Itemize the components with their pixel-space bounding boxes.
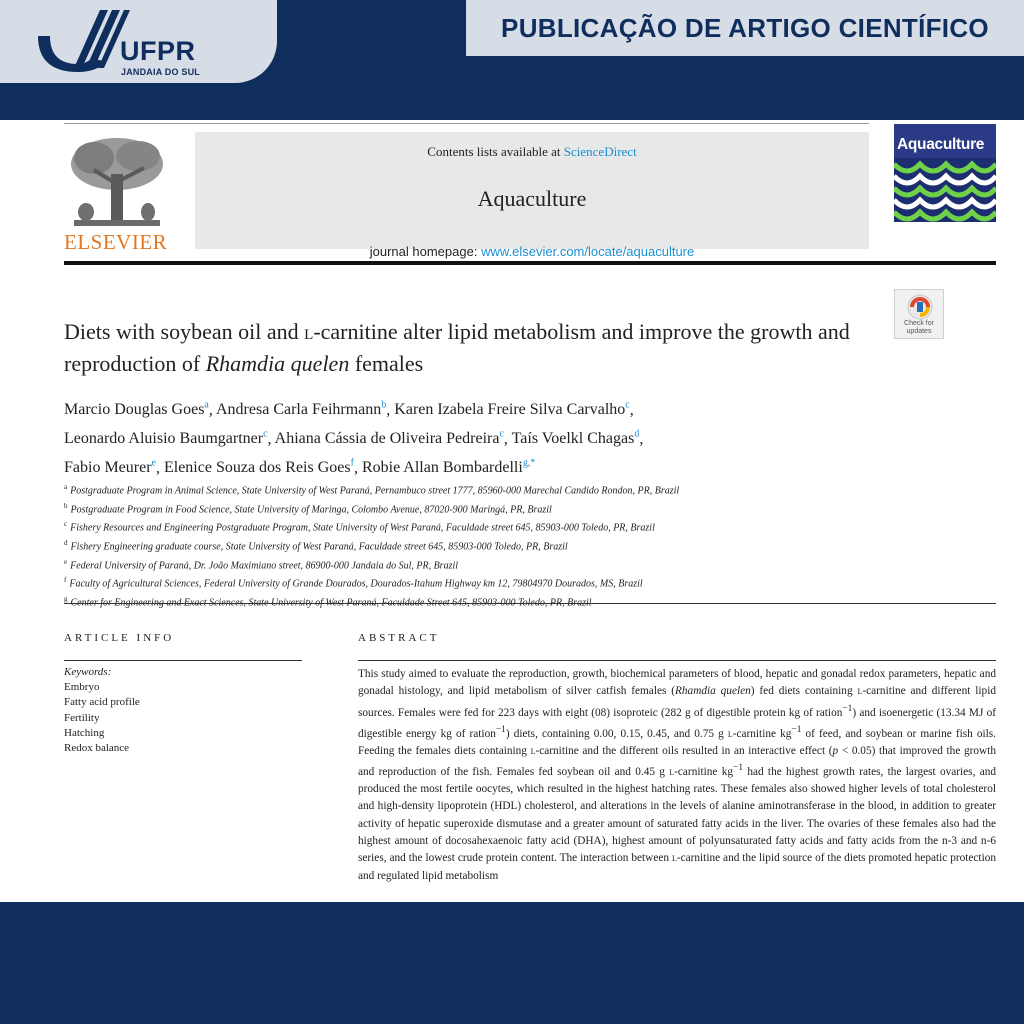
author[interactable]: Leonardo Aluisio Baumgartner$^c$ [64,428,268,448]
logo-text: UFPR [120,36,196,66]
homepage-prefix: journal homepage: [369,244,478,259]
contents-prefix: Contents lists available at [427,144,561,159]
article-page [0,120,1024,902]
elsevier-tree-icon [64,134,170,230]
affiliation: $^e$ Federal University of Paraná, Dr. João Maximiano street, 86900-000 Jandaia do Sul, PR, Brazil [64,557,459,571]
author[interactable]: Marcio Douglas Goes$^a$ [64,400,209,419]
author[interactable]: Elenice Souza dos Reis Goes$^f$ [163,457,354,476]
ufpr-logo-icon [34,6,130,78]
affiliation: $^f$ Faculty of Agricultural Sciences, Federal University of Grande Dourados, Dourados-Itahum Highway km 12, 79804970 Dourados, MS, Brazil [64,576,643,590]
affiliation: $^b$ Postgraduate Program in Food Science, State University of Maringa, Colombo Avenue, 87020-900 Maringá, PR, Brazil [64,501,552,515]
abstract-text: This study aimed to evaluate the reproduction, growth, biochemical parameters of blood, hepatic and gonadal redox parameters, hepatic and gonadal histology, and lipid metabolism of silver catfish females (Rhamdia quelen) fed diets containing l-carnitine and different lipid sources. Females were fed for 223 days with eight (08) isoproteic (282 g of digestible protein kg of ration$^{-1}$) and isoenergetic (13.34 MJ of digestible energy kg of ration$^{-1}$) diets, containing 0.00, 0.15, 0.45, and 0.75 g l-carnitine $kg^{-1}$ of feed, and soybean or marine fish oils. Feeding the females diets containing l-carnitine and the different oils resulted in an interactive effect (p < 0.05) that improved the growth and reproduction of the fish. Females fed soybean oil and 0.45 g l-carnitine $kg^{-1}$ had the highest growth rates, the largest ovaries, and produced the most fertile oocytes, which resulted in the highest hatching rates. These females also showed higher levels of total cholesterol and high-density lipoprotein (HDL) cholesterol, and alterations in the levels of alanine aminotransferase in the blood, in addition to greater activity of hepatic superoxide dismutase and a greater amount of saturated fatty acids in the liver. The ovaries of these females also had the highest amount of docosahexaenoic fatty acid (DHA), highest amount of polyunsaturated fatty acids and fatty acids from the n-3 and n-6 series, and the lowest crude protein content. The interaction between l-carnitine and the lipid source of the diets promoted hepatic protection and regulated lipid metabolism [358,668,997,882]
header-band [0,0,1024,120]
author[interactable]: Ahiana Cássia de Oliveira Pedreira$^c$ [274,428,504,448]
affiliation: $^d$ Fishery Engineering graduate course, State University of West Paraná, Faculdade street 645, 85903-000 Toledo, PR, Brazil [64,538,568,553]
abstract-heading: ABSTRACT [358,632,440,644]
cover-art-icon [894,158,996,222]
header-divider [64,261,996,265]
keywords-label: Keywords: [64,666,112,678]
check-updates-label: Check for updates [904,320,934,335]
keywords-block [64,665,294,756]
affiliation-list [64,480,974,610]
keyword[interactable]: Redox balance [64,742,130,755]
check-for-updates-button[interactable] [894,289,944,339]
contents-line [195,144,869,160]
author[interactable]: Fabio Meurer$^e$ [64,457,156,476]
author[interactable]: Robie Allan Bombardelli$^{g,*}$ [361,457,536,476]
article-title: Diets with soybean oil and l-carnitine alter lipid metabolism and improve the growth and reproduction of Rhamdia quelen females [64,319,850,376]
homepage-line [195,244,869,259]
sciencedirect-link[interactable]: ScienceDirect [563,144,637,159]
author[interactable]: Taís Voelkl Chagas$^d$ [511,428,640,448]
author[interactable]: Karen Izabela Freire Silva Carvalho$^c$ [394,400,630,419]
section-divider [64,603,996,604]
keyword[interactable]: Hatching [64,726,105,739]
affiliation: g [64,594,68,603]
keyword[interactable]: Fertility [64,711,100,724]
author[interactable]: Andresa Carla Feihrmann$^b$ [216,400,387,419]
author-list: Marcio Douglas Goes$^a$, Andresa Carla Feihrmann$^b$, Karen Izabela Freire Silva Carvalho$^c$, Leonardo Aluisio Baumgartner$^c$, Ahiana Cássia de Oliveira Pedreira$^c$, Taís Voelkl Chagas$^d$, Fabio Meurer$^e$, Elenice Souza dos Reis Goes$^f$, Robie Allan Bombardelli$^{g,*}$ [64,400,644,476]
publication-banner [466,0,1024,56]
journal-cover[interactable] [894,124,996,222]
check-updates-icon [907,294,933,320]
logo-subtext: JANDAIA DO SUL [121,67,200,77]
article-info-heading: ARTICLE INFO [64,632,175,644]
affiliation: $^c$ Fishery Resources and Engineering Postgraduate Program, State University of West Paraná, Faculdade street 645, 85903-000 Toledo, PR, Brazil [64,520,655,534]
homepage-link[interactable]: www.elsevier.com/locate/aquaculture [481,244,695,259]
affiliation: $^a$ Postgraduate Program in Animal Science, State University of West Paraná, Pernambuco street 1777, 85960-000 Marechal Candido Rondon, PR, Brazil [64,483,680,497]
cover-title: Aquaculture [897,136,985,153]
article-info-rule [64,660,302,661]
abstract-rule [358,660,996,661]
elsevier-wordmark[interactable]: ELSEVIER [64,230,168,254]
ufpr-logo-card[interactable] [0,0,277,83]
top-rule [64,123,869,124]
journal-info-box [195,132,869,259]
keyword[interactable]: Embryo [64,681,100,694]
footer-band [0,902,1024,1024]
keyword[interactable]: Fatty acid profile [64,696,140,709]
banner-title: PUBLICAÇÃO DE ARTIGO CIENTÍFICO [501,12,989,43]
journal-name: Aquaculture [477,186,587,211]
